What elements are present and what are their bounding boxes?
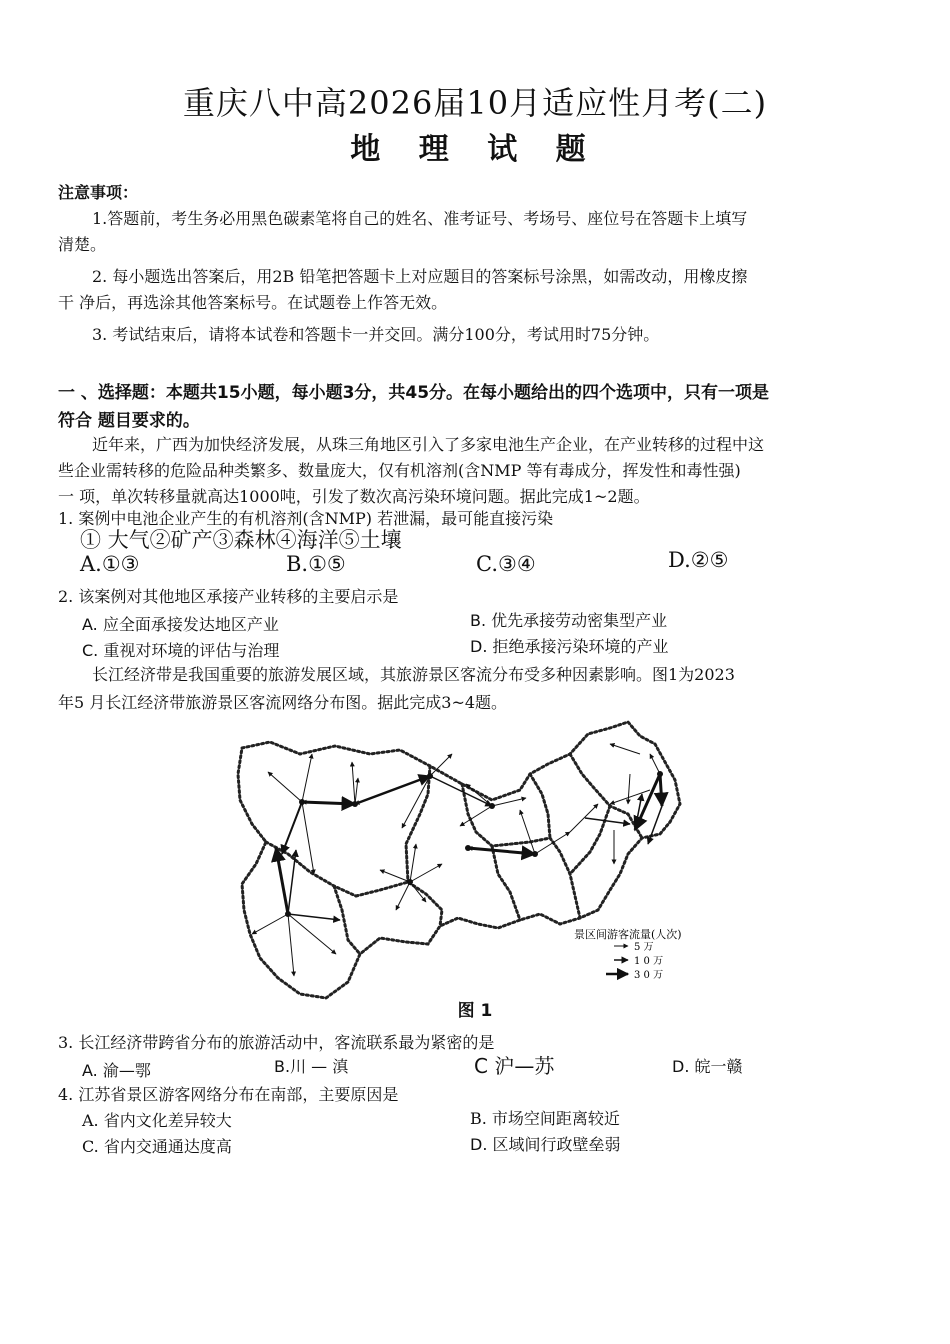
q2-option-b: B. 优先承接劳动密集型产业 (470, 611, 668, 630)
q3-option-d: D. 皖一赣 (672, 1057, 743, 1076)
q3-option-b: B.川 — 滇 (274, 1057, 349, 1076)
q4-option-d: D. 区域间行政壁垒弱 (470, 1135, 621, 1154)
notice-item-2-line2: 干 净后，再选涂其他答案标号。在试题卷上作答无效。 (58, 293, 448, 312)
q3-option-a: A. 渝—鄂 (82, 1061, 151, 1080)
legend-item-1: 5 万 (634, 942, 654, 953)
legend-item-3: 3 0 万 (634, 970, 664, 981)
page-title: 重庆八中高2026届10月适应性月考(二) (182, 84, 768, 122)
notice-item-1-line1: 1.答题前，考生务必用黑色碳素笔将自己的姓名、准考证号、考场号、座位号在答题卡上填写 (92, 209, 748, 228)
legend-item-2: 1 0 万 (634, 956, 664, 967)
notice-item-1-line2: 清楚。 (58, 235, 107, 254)
q1-option-c: C.③④ (476, 552, 536, 576)
map-legend (574, 927, 682, 981)
flow-arrows (252, 744, 662, 976)
passage2-line2: 年5 月长江经济带旅游景区客流网络分布图。据此完成3~4题。 (58, 693, 508, 712)
notice-heading: 注意事项： (58, 183, 139, 202)
passage1-line1: 近年来，广西为加快经济发展，从珠三角地区引入了多家电池生产企业，在产业转移的过程中这 (92, 435, 765, 454)
section-heading-line1: 一 、选择题：本题共15小题，每小题3分，共45分。在每小题给出的四个选项中，只有一项是 (58, 383, 770, 403)
tourist-flow-map (230, 714, 700, 1004)
q2-option-d: D. 拒绝承接污染环境的产业 (470, 637, 669, 656)
q2-option-c: C. 重视对环境的评估与治理 (82, 641, 280, 660)
figure-caption: 图 1 (457, 1001, 493, 1021)
q4-stem: 4. 江苏省景区游客网络分布在南部，主要原因是 (58, 1085, 399, 1104)
passage1-line2: 些企业需转移的危险品种类繁多、数量庞大，仅有机溶剂(含NMP 等有毒成分，挥发性和毒性强) (58, 461, 741, 480)
passage1-line3: 一 项，单次转移量就高达1000吨，引发了数次高污染环境问题。据此完成1~2题。 (58, 487, 650, 506)
q2-stem: 2. 该案例对其他地区承接产业转移的主要启示是 (58, 587, 399, 606)
q4-option-a: A. 省内文化差异较大 (82, 1111, 232, 1130)
q1-option-d: D.②⑤ (668, 548, 729, 572)
q4-option-c: C. 省内交通通达度高 (82, 1137, 232, 1156)
q1-option-a: A.①③ (80, 552, 140, 576)
q1-option-b: B.①⑤ (286, 552, 346, 576)
page-subtitle: 地 理 试 题 (350, 132, 600, 167)
notice-item-2-line1: 2. 每小题选出答案后，用2B 铅笔把答题卡上对应题目的答案标号涂黑，如需改动，用橡皮擦 (92, 267, 748, 286)
legend-title: 景区间游客流量(人次) (574, 928, 682, 941)
q3-stem: 3. 长江经济带跨省分布的旅游活动中，客流联系最为紧密的是 (58, 1033, 495, 1052)
q1-items: ① 大气②矿产③森林④海洋⑤土壤 (80, 528, 402, 552)
q2-option-a: A. 应全面承接发达地区产业 (82, 615, 279, 634)
scenic-nodes (285, 771, 663, 917)
notice-item-3: 3. 考试结束后，请将本试卷和答题卡一并交回。满分100分，考试用时75分钟。 (92, 325, 660, 344)
section-heading-line2: 符合 题目要求的。 (58, 411, 200, 431)
q4-option-b: B. 市场空间距离较近 (470, 1109, 620, 1128)
q1-stem: 1. 案例中电池企业产生的有机溶剂(含NMP) 若泄漏，最可能直接污染 (58, 509, 554, 528)
q3-option-c: C 沪—苏 (474, 1054, 555, 1078)
passage2-line1: 长江经济带是我国重要的旅游发展区域，其旅游景区客流分布受多种因素影响。图1为2023 (92, 665, 735, 684)
